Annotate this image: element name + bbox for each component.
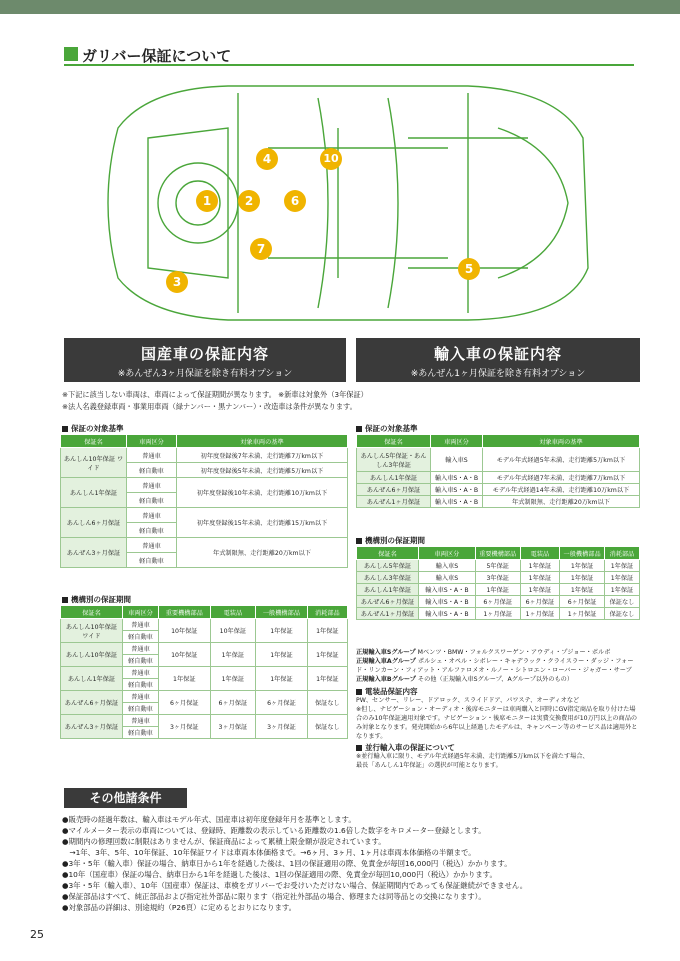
group-name: 正規輸入車Sグループ: [356, 649, 416, 656]
cell: 輸入車S: [419, 572, 476, 584]
group-text: その他（正規輸入車Sグループ、Aグループ以外のもの）: [417, 676, 574, 683]
cell: 10年保証: [210, 619, 256, 643]
cell: あんぜん3ヶ月保証: [61, 715, 123, 739]
list-item: ●マイルメーター表示の車両については、登録時、距離数の表示している距離数の1.6倍した数字をキロメーター登録とします。: [62, 826, 486, 835]
electrical-line: PW、センサー、リレー、ドアロック、スライドドア、パワステ、オーディオなど: [356, 697, 580, 704]
dom-target-table: [60, 434, 348, 568]
table-row: [61, 619, 348, 631]
table-row: [357, 560, 640, 572]
imported-banner: [356, 338, 640, 382]
electrical-heading: 電装品保証内容: [356, 686, 418, 697]
cell: 6ヶ月保証: [210, 691, 256, 715]
cell: 3ヶ月保証: [159, 715, 211, 739]
cell: 1年保証: [560, 572, 605, 584]
cell: 輸入車S・A・B: [419, 584, 476, 596]
cell: 6ヶ月保証: [475, 596, 520, 608]
dom-target-heading: 保証の対象基準: [62, 423, 124, 434]
import-groups: [356, 648, 640, 684]
table-row: [61, 643, 348, 655]
cell: 普通車: [123, 691, 159, 703]
col-header: 保証名: [357, 547, 419, 560]
part-marker-5: 5: [458, 258, 480, 280]
table-row: [357, 472, 640, 484]
col-header: 保証名: [357, 435, 431, 448]
imp-target-heading: 保証の対象基準: [356, 423, 418, 434]
cell: 1年保証: [605, 572, 640, 584]
electrical-text: [356, 696, 640, 741]
cell: あんぜん1ヶ月保証: [357, 496, 431, 508]
cell: 1年保証: [605, 584, 640, 596]
table-row: [61, 715, 348, 727]
table-row: [357, 572, 640, 584]
list-item: ●期間内の修理回数に制限はありませんが、保証商品によって累積上限金額が設定されています。: [62, 837, 386, 846]
cell: あんしん10年保証 ワイド: [61, 448, 127, 478]
cell: あんしん3年保証: [357, 572, 419, 584]
cell: あんしん5年保証: [357, 560, 419, 572]
cell: あんぜん6ヶ月保証: [357, 596, 419, 608]
cell: 軽自動車: [127, 523, 177, 538]
part-marker-2: 2: [238, 190, 260, 212]
imp-target-table: [356, 434, 640, 508]
cell: 保証なし: [605, 608, 640, 620]
parallel-text: [356, 752, 640, 770]
cell: 1年保証: [560, 560, 605, 572]
col-header: 重要機構部品: [159, 606, 211, 619]
cell: 初年度登録後10年未満、走行距離10万km以下: [177, 478, 348, 508]
imported-subtitle: ※あんぜん1ヶ月保証を除き有料オプション: [410, 369, 586, 379]
cell: 10年保証: [159, 643, 211, 667]
cell: 1ヶ月保証: [475, 608, 520, 620]
cell: 軽自動車: [123, 703, 159, 715]
cell: 輸入車S: [431, 448, 483, 472]
cell: 輸入車S・A・B: [419, 596, 476, 608]
list-item: ●販売時の経過年数は、輸入車はモデル年式、国産車は初年度登録年月を基準とします。: [62, 815, 356, 824]
table-row: [61, 448, 348, 463]
cell: 輸入車S・A・B: [431, 484, 483, 496]
col-header: 保証名: [61, 606, 123, 619]
section-header: [64, 44, 634, 66]
list-item: ●3年・5年（輸入車）保証の場合、納車日から1年を経過した後は、1回の保証適用の際、免責金が毎回16,000円（税込）かかります。: [62, 859, 512, 868]
col-header: 車両区分: [431, 435, 483, 448]
cell: 1年保証: [307, 643, 347, 667]
col-header: 車両区分: [127, 435, 177, 448]
cell: あんぜん3ヶ月保証: [61, 538, 127, 568]
col-header: 重要機構部品: [475, 547, 520, 560]
cell: 3年保証: [475, 572, 520, 584]
cell: 1ヶ月保証: [560, 608, 605, 620]
cell: 1年保証: [475, 584, 520, 596]
cell: 1年保証: [210, 667, 256, 691]
cell: あんしん5年保証・あんしん3年保証: [357, 448, 431, 472]
col-header: 車両区分: [123, 606, 159, 619]
cell: 輸入車S・A・B: [431, 496, 483, 508]
table-row: [357, 608, 640, 620]
domestic-banner: [64, 338, 346, 382]
cell: 輸入車S・A・B: [431, 472, 483, 484]
cell: あんぜん1ヶ月保証: [357, 608, 419, 620]
cell: 1年保証: [307, 667, 347, 691]
car-diagram: [88, 68, 596, 336]
cell: 1年保証: [520, 560, 560, 572]
cell: 保証なし: [605, 596, 640, 608]
cell: あんしん1年保証: [61, 667, 123, 691]
col-header: 一般機構部品: [256, 606, 308, 619]
table-row: [61, 538, 348, 553]
col-header: 一般機構部品: [560, 547, 605, 560]
table-row: [357, 596, 640, 608]
part-marker-7: 7: [250, 238, 272, 260]
table-row: [357, 448, 640, 472]
cell: 10年保証: [159, 619, 211, 643]
cell: 1年保証: [159, 667, 211, 691]
cell: 普通車: [127, 538, 177, 553]
cell: 普通車: [127, 508, 177, 523]
cell: 1年保証: [560, 584, 605, 596]
cell: 3ヶ月保証: [210, 715, 256, 739]
notes: [62, 389, 642, 413]
note-line: ※下記に該当しない車両は、車両によって保証期間が異なります。 ※新車は対象外（3年保証）: [62, 390, 368, 399]
cell: あんしん10年保証: [61, 643, 123, 667]
col-header: 車両区分: [419, 547, 476, 560]
cell: あんしん1年保証: [357, 472, 431, 484]
dom-period-heading: 機構別の保証期間: [62, 594, 131, 605]
cell: 1年保証: [520, 584, 560, 596]
col-header: 消耗部品: [605, 547, 640, 560]
cell: 1年保証: [520, 572, 560, 584]
list-item: ●3年・5年（輸入車）、10年（国産車）保証は、車検をガリバーでお受けいただけない場合、保証期間内であっても保証継続ができません。: [62, 881, 528, 890]
cell: 普通車: [123, 643, 159, 655]
part-marker-3: 3: [166, 271, 188, 293]
list-item: ●対象部品の詳細は、別途規約（P26頁）に定めるとおりになります。: [62, 903, 297, 912]
cell: あんしん6ヶ月保証: [61, 508, 127, 538]
cell: 保証なし: [307, 715, 347, 739]
cell: 軽自動車: [123, 679, 159, 691]
other-conditions-list: [62, 814, 652, 913]
table-row: [61, 478, 348, 493]
part-marker-10: 10: [320, 148, 342, 170]
group-name: 正規輸入車Bグループ: [356, 676, 416, 683]
cell: 普通車: [123, 619, 159, 631]
domestic-title: 国産車の保証内容: [140, 345, 269, 363]
cell: 6ヶ月保証: [520, 596, 560, 608]
cell: 5年保証: [475, 560, 520, 572]
col-header: 対象車両の基準: [483, 435, 640, 448]
cell: 輸入車S: [419, 560, 476, 572]
cell: 軽自動車: [127, 463, 177, 478]
table-row: [357, 484, 640, 496]
section-title: ガリバー保証について: [82, 47, 232, 65]
other-conditions-title: その他諸条件: [64, 788, 187, 808]
group-line: [356, 675, 640, 684]
parallel-line: ※並行輸入車に限り、モデル年式経過5年未満、走行距離5万km以下を満たす場合、: [356, 753, 589, 760]
cell: 1年保証: [605, 560, 640, 572]
cell: 初年度登録後5年未満、走行距離5万km以下: [177, 463, 348, 478]
cell: 1年保証: [256, 619, 308, 643]
cell: 普通車: [127, 448, 177, 463]
cell: 軽自動車: [123, 727, 159, 739]
cell: あんぜん6ヶ月保証: [61, 691, 123, 715]
cell: あんしん1年保証: [357, 584, 419, 596]
cell: 6ヶ月保証: [256, 691, 308, 715]
group-text: Mベンツ・BMW・フォルクスワーゲン・アウディ・プジョー・ボルボ: [417, 649, 611, 656]
table-row: [61, 508, 348, 523]
col-header: 消耗部品: [307, 606, 347, 619]
page-number: 25: [30, 928, 44, 941]
cell: モデル年式経過14年未満、走行距離10万km以下: [483, 484, 640, 496]
parallel-line: 最長「あんしん1年保証」の選択が可能となります。: [356, 762, 502, 769]
part-marker-4: 4: [256, 148, 278, 170]
list-item: ●保証部品はすべて、純正部品および指定社外部品に限ります（指定社外部品の場合、修理または同等品との交換になります）。: [62, 892, 486, 901]
cell: 年式制限無、走行距離20万km以下: [483, 496, 640, 508]
cell: 1年保証: [210, 643, 256, 667]
cell: モデル年式経過5年未満、走行距離5万km以下: [483, 448, 640, 472]
cell: あんしん10年保証 ワイド: [61, 619, 123, 643]
cell: 普通車: [123, 715, 159, 727]
cell: 輸入車S・A・B: [419, 608, 476, 620]
imported-title: 輸入車の保証内容: [433, 345, 562, 363]
electrical-line: ※但し、ナビゲーション・オーディオ・後席モニターは車両購入と同時にGV指定商品を取り付けた場合のみ10年保証適用対象です。ナビゲーション・後席モニターは実費交換費用が10万円以上の商品のみ対象となります。発売開始から6年以上経過したモデルは、キャンペーン等のサービス品は適用外となります。: [356, 706, 638, 740]
table-row: [61, 691, 348, 703]
parallel-heading: 並行輸入車の保証について: [356, 742, 455, 753]
table-row: [61, 667, 348, 679]
group-text: ポルシェ・オペル・シボレー・キャデラック・クライスラー・ダッジ・フォード・リンカーン・フィアット・アルファロメオ・ルノー・シトロエン・ローバー・ジャガー・サーブ: [356, 658, 634, 674]
cell: あんしん1年保証: [61, 478, 127, 508]
top-bar: [0, 0, 680, 14]
group-name: 正規輸入車Aグループ: [356, 658, 416, 665]
cell: 初年度登録後15年未満、走行距離15万km以下: [177, 508, 348, 538]
dom-period-table: [60, 605, 348, 739]
domestic-subtitle: ※あんぜん3ヶ月保証を除き有料オプション: [117, 369, 293, 379]
list-item: →1年、3年、5年、10年保証、10年保証ワイドは車両本体価格まで。→6ヶ月、3ヶ月、1ヶ月は車両本体価格の半額まで。: [62, 848, 476, 857]
note-line: ※法人名義登録車両・事業用車両（緑ナンバー・黒ナンバー）・改造車は条件が異なります。: [62, 402, 357, 411]
group-line: [356, 657, 640, 675]
cell: モデル年式経過7年未満、走行距離7万km以下: [483, 472, 640, 484]
cell: 軽自動車: [127, 553, 177, 568]
table-row: [357, 584, 640, 596]
car-outline-diagram: [88, 68, 596, 336]
part-marker-1: 1: [196, 190, 218, 212]
cell: 軽自動車: [123, 655, 159, 667]
table-row: [357, 496, 640, 508]
cell: 1年保証: [256, 667, 308, 691]
list-item: ●10年（国産車）保証の場合、納車日から1年を経過した後は、1回の保証適用の際、免責金が毎回10,000円（税込）かかります。: [62, 870, 497, 879]
cell: 軽自動車: [127, 493, 177, 508]
cell: 年式制限無、走行距離20万km以下: [177, 538, 348, 568]
cell: 1年保証: [307, 619, 347, 643]
cell: あんぜん6ヶ月保証: [357, 484, 431, 496]
cell: 普通車: [127, 478, 177, 493]
col-header: 保証名: [61, 435, 127, 448]
cell: 初年度登録後7年未満、走行距離7万km以下: [177, 448, 348, 463]
cell: 1年保証: [256, 643, 308, 667]
imp-period-table: [356, 546, 640, 620]
cell: 1ヶ月保証: [520, 608, 560, 620]
cell: 3ヶ月保証: [256, 715, 308, 739]
cell: 6ヶ月保証: [159, 691, 211, 715]
cell: 軽自動車: [123, 631, 159, 643]
imp-period-heading: 機構別の保証期間: [356, 535, 425, 546]
col-header: 電装品: [210, 606, 256, 619]
group-line: [356, 648, 640, 657]
cell: 6ヶ月保証: [560, 596, 605, 608]
cell: 普通車: [123, 667, 159, 679]
cell: 保証なし: [307, 691, 347, 715]
part-marker-6: 6: [284, 190, 306, 212]
col-header: 対象車両の基準: [177, 435, 348, 448]
header-square-icon: [64, 47, 78, 61]
col-header: 電装品: [520, 547, 560, 560]
